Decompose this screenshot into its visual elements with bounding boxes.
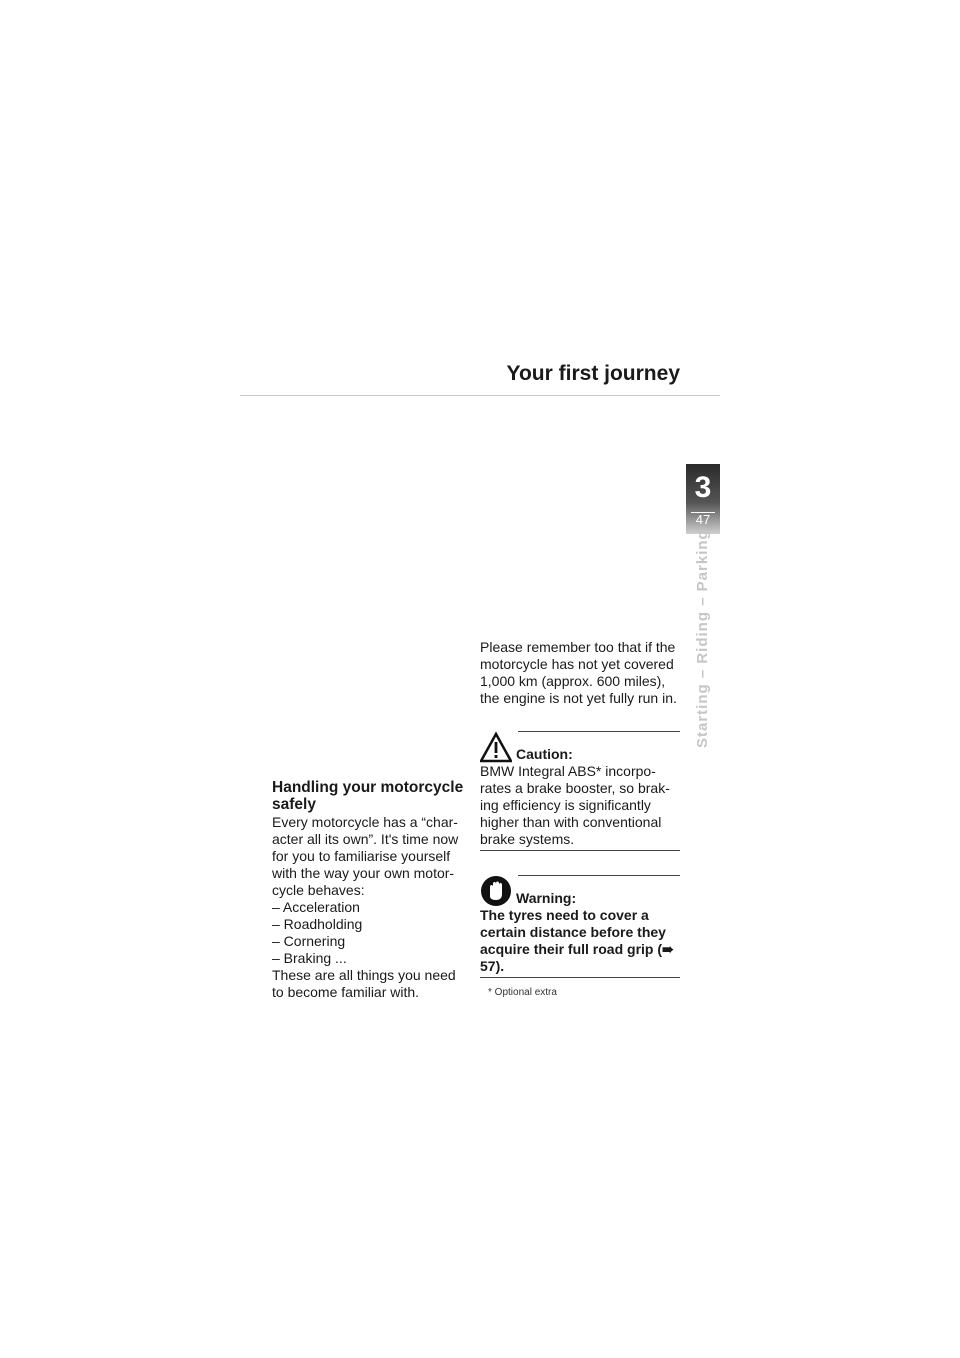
caution-title: Caution: <box>516 746 573 762</box>
section-heading: Handling your motorcycle safely <box>272 779 464 813</box>
hand-stop-icon <box>480 875 512 907</box>
warning-triangle-icon <box>480 731 512 763</box>
right-column <box>480 639 680 978</box>
caution-note <box>480 731 680 851</box>
behaviour-list <box>272 899 468 967</box>
warning-body: The tyres need to cover a certain distance before they acquire their full road grip (➠ 57). <box>480 907 674 974</box>
run-in-paragraph: Please remember too that if the motorcycle has not yet covered 1,000 km (approx. 600 miles), the engine is not yet fully run in. <box>480 639 677 706</box>
list-item: – Cornering <box>272 933 346 949</box>
chapter-tab <box>686 464 720 534</box>
intro-paragraph: Every motorcycle has a “char-acter all its own”. It's time now for you to familiarise yourself with the way your own motor-cycle behaves: <box>272 814 459 898</box>
list-item: – Acceleration <box>272 899 360 915</box>
list-item: – Braking ... <box>272 950 347 966</box>
header-divider <box>240 395 720 396</box>
note-bottom-rule <box>480 850 680 851</box>
list-item: – Roadholding <box>272 916 363 932</box>
closing-paragraph: These are all things you need to become familiar with. <box>272 967 456 1000</box>
page-title: Your first journey <box>506 362 680 385</box>
left-column <box>272 779 468 1001</box>
page-number: 47 <box>691 512 715 527</box>
chapter-number: 3 <box>694 471 712 504</box>
footnote: * Optional extra <box>488 987 557 998</box>
warning-title: Warning: <box>516 890 577 906</box>
note-top-rule <box>518 731 680 732</box>
chapter-side-title-text: Starting – Riding – Parking <box>694 529 711 748</box>
note-top-rule <box>518 875 680 876</box>
chapter-side-title <box>680 529 724 748</box>
note-bottom-rule <box>480 977 680 978</box>
warning-note <box>480 875 680 978</box>
caution-body: BMW Integral ABS* incorpo-rates a brake booster, so brak-ing efficiency is significantly higher than with conventional brake systems. <box>480 763 670 847</box>
